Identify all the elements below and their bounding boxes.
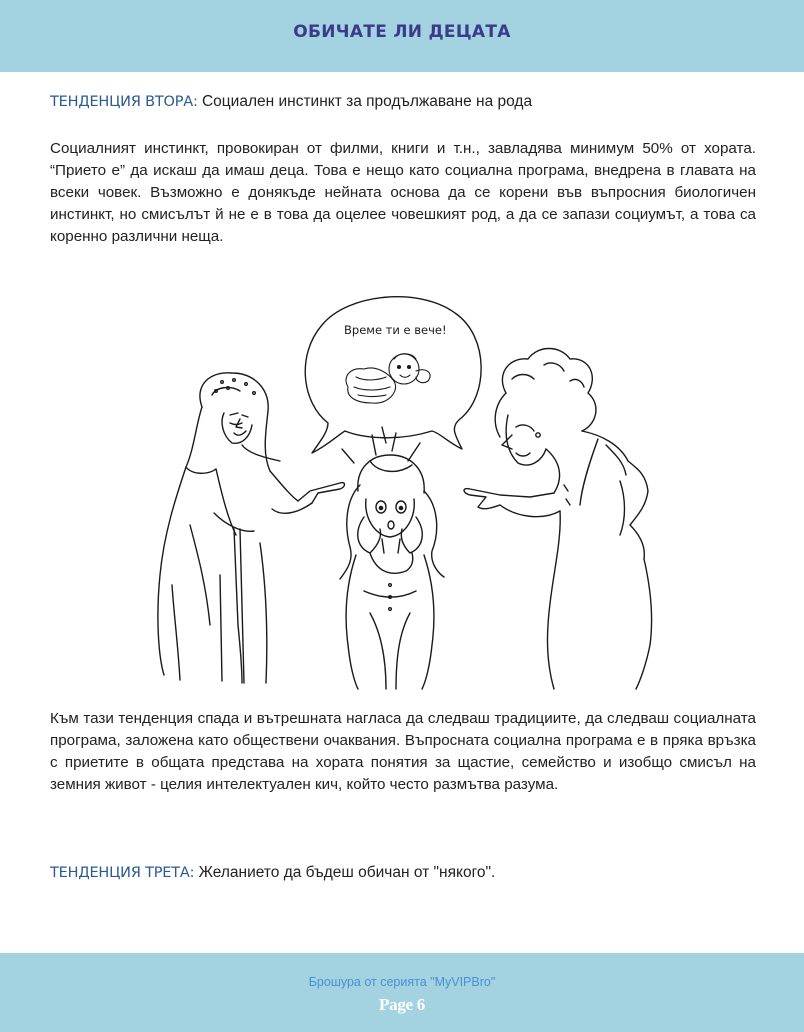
page-number: Page 6 — [379, 995, 425, 1014]
footer-series-text: Брошура от серията "MyVIPBro" — [308, 975, 496, 989]
illustration — [150, 285, 670, 690]
page-footer — [0, 953, 804, 1032]
baby-icon — [346, 354, 430, 403]
section-subtitle: Социален инстинкт за продължаване на рода — [197, 93, 533, 110]
old-woman-figure — [158, 373, 345, 683]
body-paragraph: Социалният инстинкт, провокиран от филми, книги и т.н., завладява минимум 50% от хората. “Прието е” да искаш да имаш деца. Това е нещо като социална програма, внедрена в главата на всеки човек. Възможно е донякъде нейната основа да се корени във въпросния биологичен инстинкт, но смисълът й не е в това да оцелее човешкият род, а да се запази социумът, а това са коренно различни неща. — [50, 140, 756, 245]
section-label-three: ТЕНДЕНЦИЯ ТРЕТА: — [50, 865, 195, 881]
woman-figure — [464, 349, 652, 690]
body-paragraph-two: Към тази тенденция спада и вътрешната нагласа да следваш традициите, да следваш социалната програма, заложена като обществени очаквания. Въпросната социална програма е в пряка връзка с приетите в общата представа на хората понятия за щастие, семейство и изобщо смисъл на земния живот - целия интелектуален кич, който често размътва разума. — [50, 710, 756, 793]
page-title: ОБИЧАТЕ ЛИ ДЕЦАТА — [293, 22, 511, 42]
section-heading-two — [50, 92, 756, 112]
speech-bubble — [305, 297, 481, 453]
stress-lines — [342, 427, 420, 463]
section-heading-three — [50, 863, 756, 883]
girl-figure — [340, 455, 444, 689]
speech-bubble-text: Време ти е вече! — [344, 323, 447, 337]
section-subtitle-three: Желанието да бъдеш обичан от "някого". — [194, 864, 496, 881]
section-label: ТЕНДЕНЦИЯ ВТОРА: — [50, 94, 198, 110]
page-header — [0, 0, 804, 72]
